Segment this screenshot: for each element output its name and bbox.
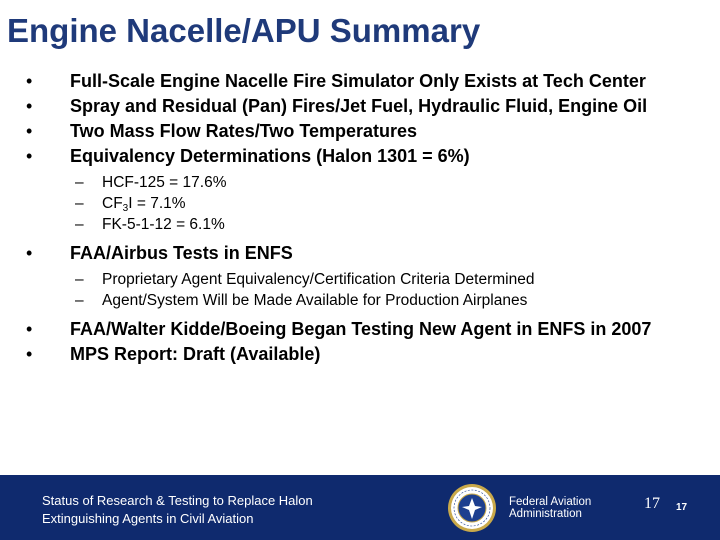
sub-bullet-text: Agent/System Will be Made Available for Production Airplanes [102, 292, 528, 309]
bullet-item [26, 97, 706, 115]
agency-name [509, 496, 591, 520]
sub-bullet-text: Proprietary Agent Equivalency/Certification Criteria Determined [102, 271, 535, 288]
bullet-text: FAA/Airbus Tests in ENFS [70, 243, 293, 263]
bullet-dot: • [26, 319, 33, 339]
sub-bullet-item [70, 214, 706, 235]
bullet-dot: • [26, 243, 33, 263]
sub-bullet-text: HCF-125 = 17.6% [102, 174, 227, 191]
bullet-item [26, 147, 706, 165]
bullet-text: Full-Scale Engine Nacelle Fire Simulator Only Exists at Tech Center [70, 71, 646, 91]
bullet-text: Two Mass Flow Rates/Two Temperatures [70, 121, 418, 141]
bullet-dot: • [26, 344, 33, 364]
dash-glyph: – [75, 174, 84, 191]
sub-bullet-item [70, 269, 706, 290]
formula-subscript: 3 [122, 203, 129, 214]
sub-bullet-list [70, 269, 706, 311]
bullet-list [26, 72, 706, 370]
footer-title-line: Extinguishing Agents in Civil Aviation [42, 511, 254, 526]
agency-name-line: Administration [509, 508, 582, 520]
bullet-text: Spray and Residual (Pan) Fires/Jet Fuel, Hydraulic Fluid, Engine Oil [70, 96, 648, 116]
sub-bullet-text [102, 195, 186, 212]
sub-bullet-item [70, 193, 706, 214]
bullet-item [26, 72, 706, 90]
bullet-text: FAA/Walter Kidde/Boeing Began Testing New Agent in ENFS in 2007 [70, 319, 652, 339]
footer-title [42, 492, 382, 528]
bullet-dot: • [26, 121, 33, 141]
footer-title-line: Status of Research & Testing to Replace Halon [42, 493, 313, 508]
page-number: 17 [644, 495, 660, 512]
dash-glyph: – [75, 195, 84, 212]
bullet-item [26, 122, 706, 140]
sub-bullet-list [70, 172, 706, 235]
bullet-dot: • [26, 96, 33, 116]
sub-bullet-text: FK-5-1-12 = 6.1% [102, 216, 225, 233]
bullet-item [26, 320, 706, 338]
bullet-text: Equivalency Determinations (Halon 1301 = 6%) [70, 146, 470, 166]
footer-bar [0, 475, 720, 540]
dash-glyph: – [75, 271, 84, 288]
dash-glyph: – [75, 292, 84, 309]
bullet-text: MPS Report: Draft (Available) [70, 344, 321, 364]
bullet-dot: • [26, 146, 33, 166]
sub-bullet-item [70, 290, 706, 311]
dash-glyph: – [75, 216, 84, 233]
agency-name-line: Federal Aviation [509, 496, 592, 508]
bullet-item [26, 345, 706, 363]
bullet-dot: • [26, 71, 33, 91]
formula-prefix: CF [102, 195, 123, 212]
sub-bullet-item [70, 172, 706, 193]
formula-suffix: I = 7.1% [128, 195, 186, 212]
page-number-small: 17 [676, 502, 688, 513]
slide-title: Engine Nacelle/APU Summary [7, 12, 481, 49]
bullet-item [26, 244, 706, 262]
faa-seal-icon [447, 483, 497, 533]
